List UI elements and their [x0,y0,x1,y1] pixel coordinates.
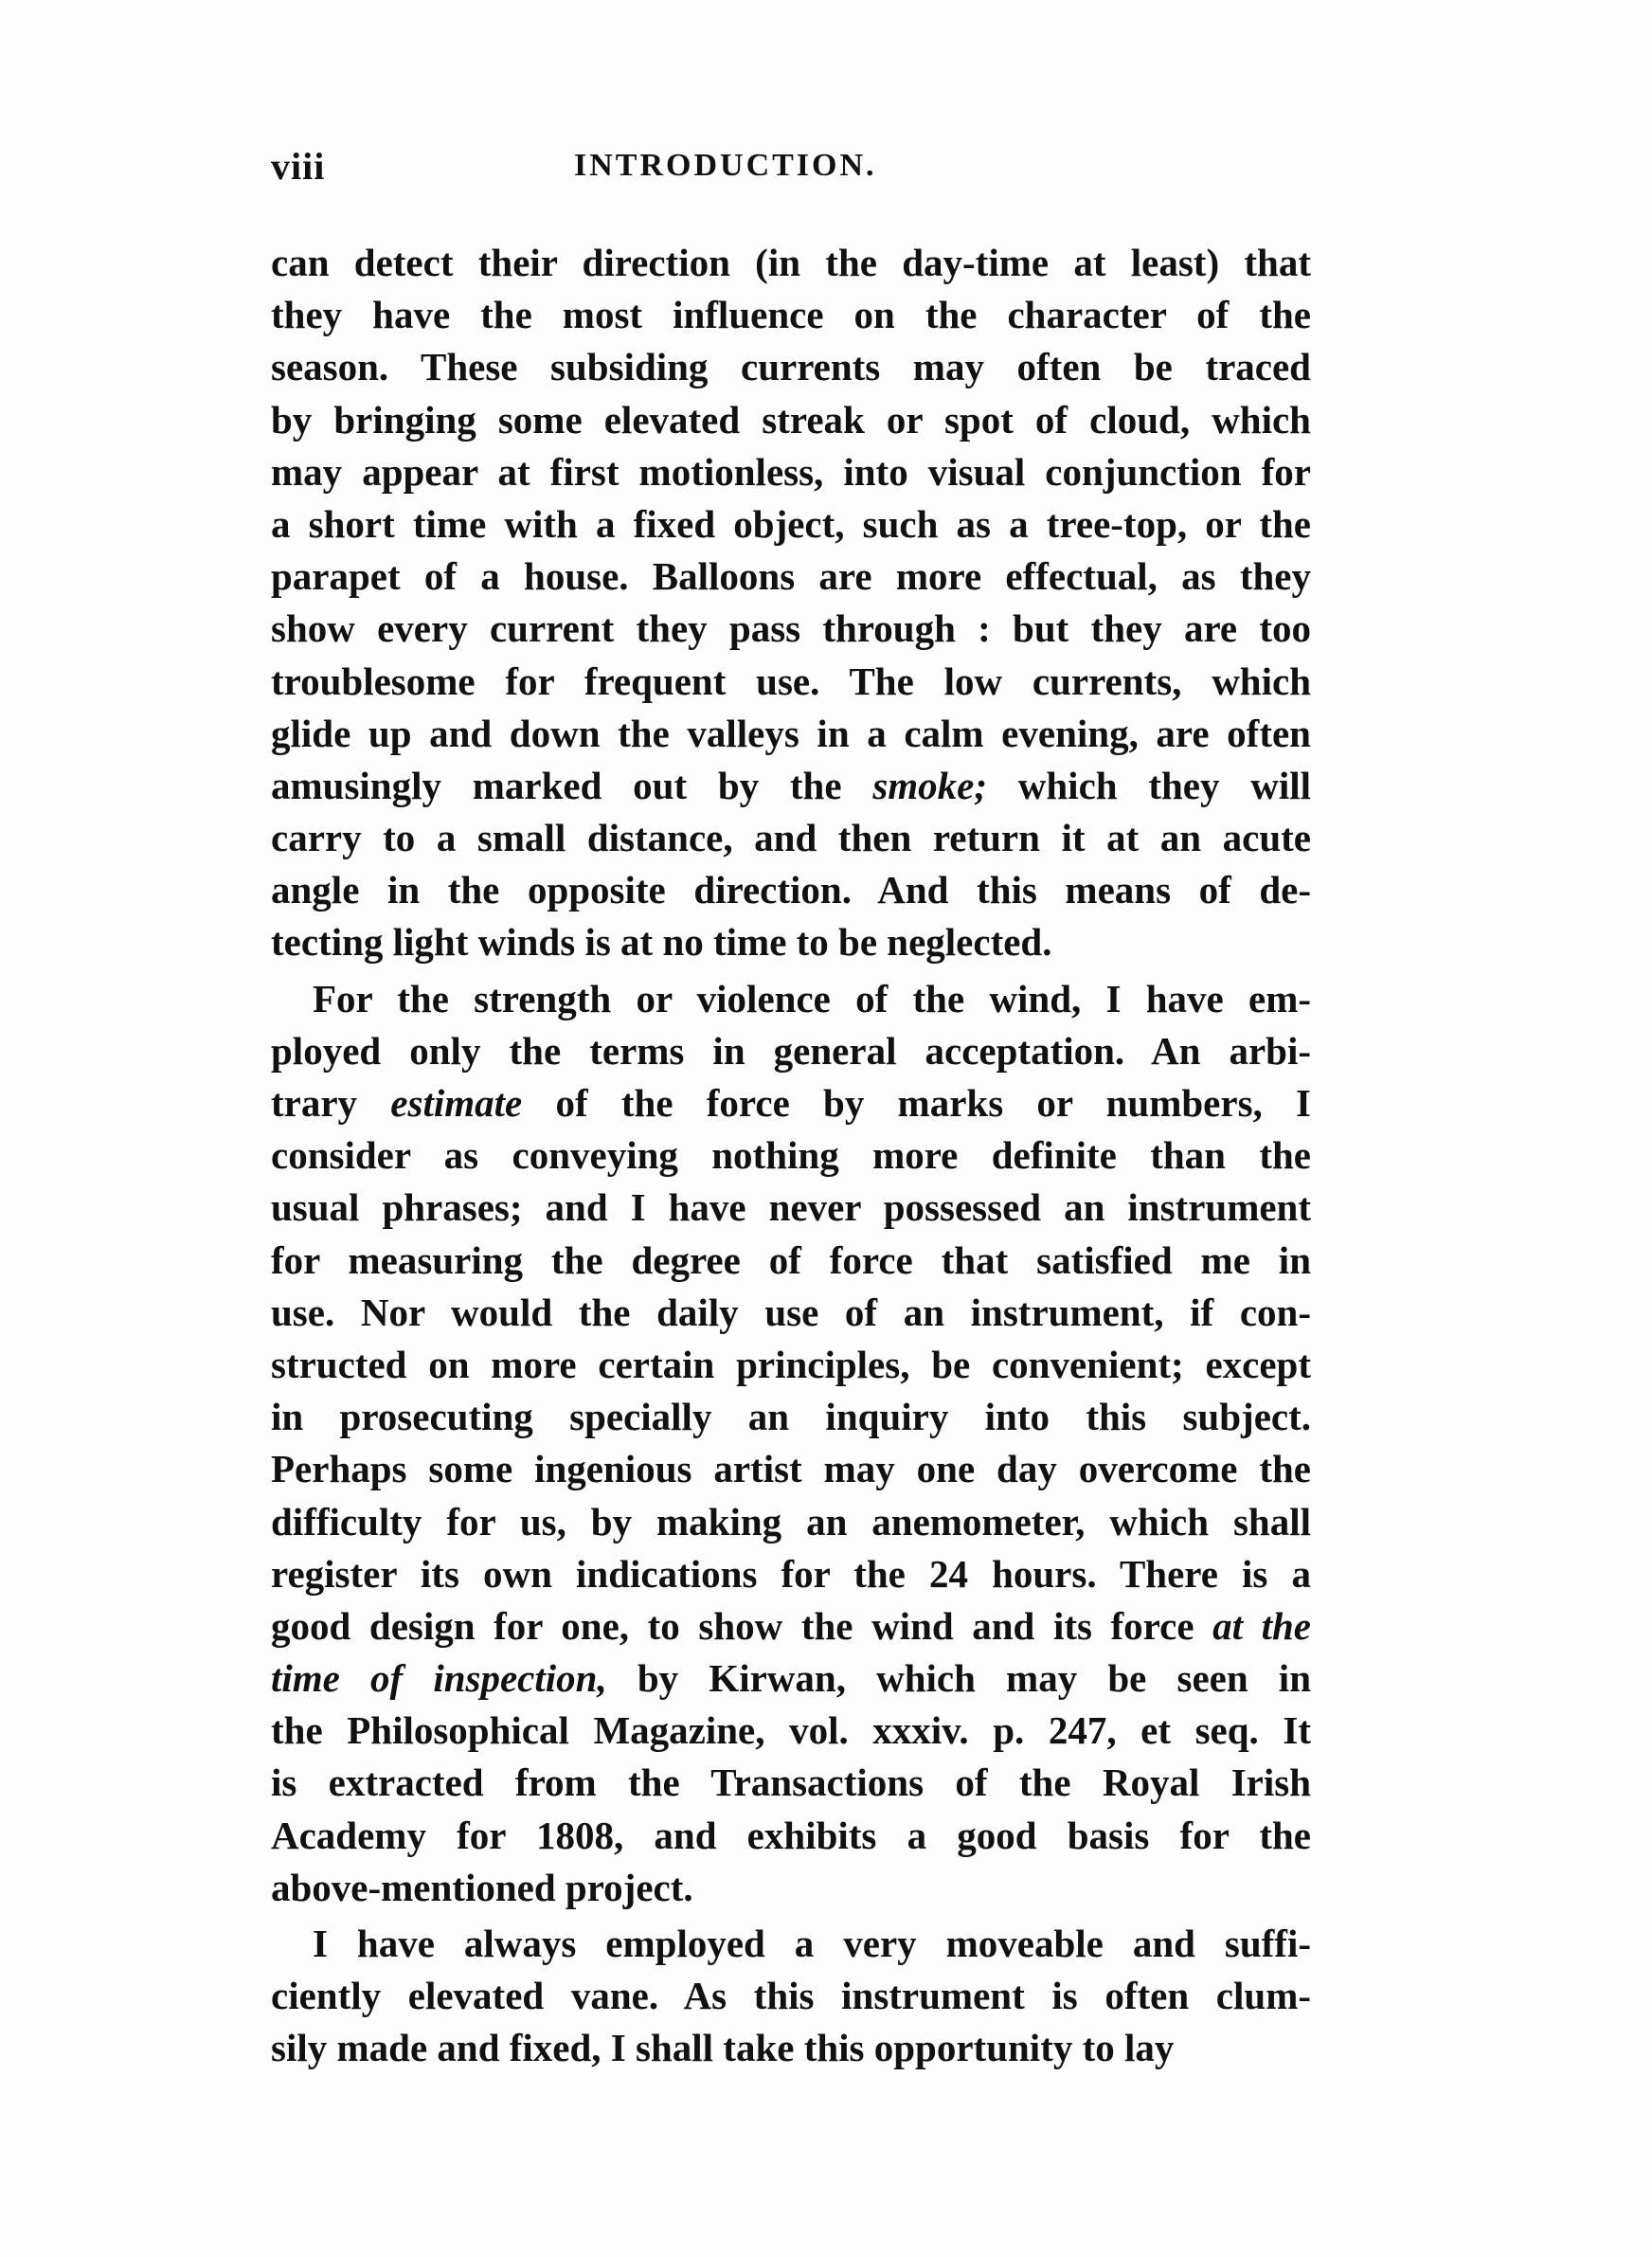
italic-text-run: at the [1212,1603,1311,1648]
text-run: trary [271,1081,391,1125]
text-line: For the strength or violence of the wind, I have em- [313,976,1311,1020]
text-line: ployed only the terms in general acceptation. An arbi- [271,1028,1311,1073]
paragraph [271,1918,1311,2075]
text-line: can detect their direction (in the day-time at least) that [271,241,1311,284]
paragraph [271,973,1311,1914]
text-line: show every current they pass through : but they are too [271,606,1311,651]
text-line [271,1077,1311,1129]
text-line: angle in the opposite direction. And this means of de- [271,868,1311,912]
text-line: usual phrases; and I have never possessed an instrument [271,1185,1311,1230]
text-line: for measuring the degree of force that satisfied me in [271,1237,1311,1282]
text-line: a short time with a fixed object, such as a tree-top, or the [271,501,1311,546]
page-header [271,144,1313,201]
text-line: they have the most influence on the character of the [271,293,1311,337]
text-line: may appear at first motionless, into visual conjunction for [271,449,1311,494]
text-run: amusingly marked out by the [271,763,873,807]
text-line: I have always employed a very moveable and suffi- [313,1922,1311,1965]
text-line: register its own indications for the 24 hours. There is a [271,1551,1311,1596]
italic-text-run: time of inspection, [271,1656,607,1701]
text-line [271,760,1311,812]
text-run: which they will [987,763,1311,807]
italic-text-run: estimate [390,1081,523,1125]
text-line: tecting light winds is at no time to be neglected. [271,920,1052,965]
body-text [271,237,1311,2075]
text-run: by Kirwan, which may be seen in [606,1656,1311,1701]
text-line [271,1652,1311,1705]
text-line: by bringing some elevated streak or spot of cloud, which [271,397,1311,442]
page-number: viii [271,145,326,188]
paragraph [271,237,1311,969]
text-line: glide up and down the valleys in a calm evening, are often [271,711,1311,755]
text-line: carry to a small distance, and then return it at an acute [271,816,1311,860]
text-line: ciently elevated vane. As this instrument is often clum- [271,1974,1311,2018]
text-line: sily made and fixed, I shall take this opportunity to lay [271,2026,1175,2070]
running-head: INTRODUCTION. [574,148,877,183]
text-line: troublesome for frequent use. The low currents, which [271,659,1311,703]
text-line: consider as conveying nothing more definite than the [271,1133,1311,1178]
text-line [271,1600,1311,1652]
text-run: of the force by marks or numbers, I [522,1081,1311,1125]
text-line: above-mentioned project. [271,1865,693,1909]
text-line: difficulty for us, by making an anemometer, which shall [271,1499,1311,1544]
text-line: is extracted from the Transactions of the Royal Irish [271,1760,1311,1805]
text-run: good design for one, to show the wind and its force [271,1603,1213,1648]
italic-text-run: smoke; [872,763,988,807]
text-line: Academy for 1808, and exhibits a good basis for the [271,1813,1311,1857]
text-line: the Philosophical Magazine, vol. xxxiv. p. 247, et seq. It [271,1708,1311,1753]
text-line: structed on more certain principles, be convenient; except [271,1342,1311,1386]
text-line: season. These subsiding currents may often be traced [271,345,1311,389]
text-line: use. Nor would the daily use of an instrument, if con- [271,1290,1311,1334]
text-line: in prosecuting specially an inquiry into this subject. [271,1395,1311,1439]
text-line: parapet of a house. Balloons are more effectual, as they [271,554,1311,599]
text-line: Perhaps some ingenious artist may one day overcome the [271,1447,1311,1491]
